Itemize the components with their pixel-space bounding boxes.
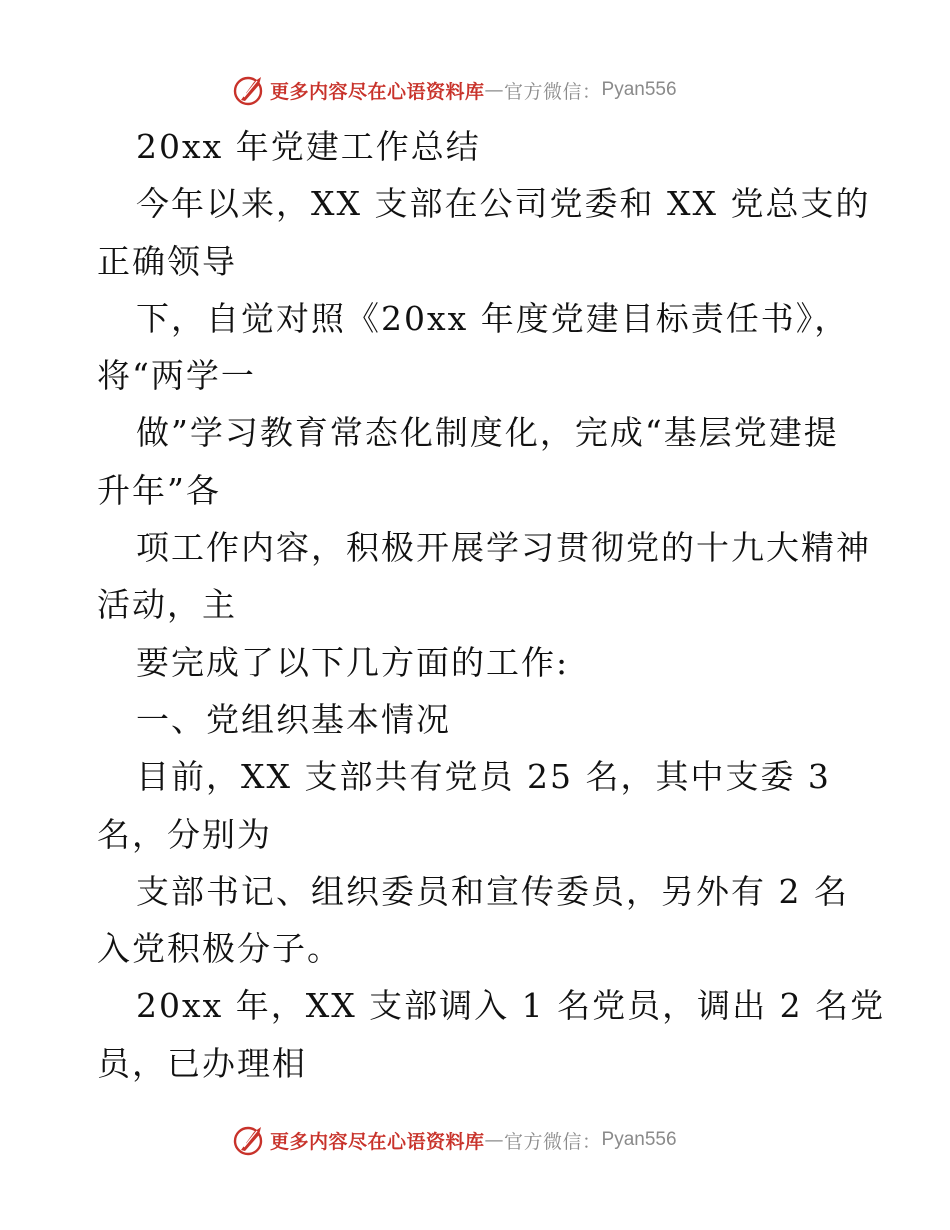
text-line: 将“两学一: [97, 356, 256, 396]
text-line: 20xx 年，XX 支部调入 1 名党员，调出 2 名党: [136, 986, 886, 1026]
watermark-wechat-id: Pyan556: [601, 79, 677, 100]
watermark-site-text: 更多内容尽在心语资料库: [270, 1130, 485, 1153]
text-line: 名，分别为: [97, 814, 272, 854]
text-line: 做”学习教育常态化制度化，完成“基层党建提: [136, 413, 839, 453]
text-line: 今年以来，XX 支部在公司党委和 XX 党总支的: [136, 184, 871, 224]
text-line: 要完成了以下几方面的工作:: [136, 642, 570, 682]
text-line: 正确领导: [97, 241, 237, 281]
watermark-dash: —: [484, 79, 505, 101]
text-line: 一、党组织基本情况: [136, 699, 451, 739]
watermark-wechat-label: 官方微信：: [504, 1130, 602, 1153]
text-line: 升年”各: [97, 470, 221, 510]
text-line: 项工作内容，积极开展学习贯彻党的十九大精神: [136, 528, 871, 568]
text-line: 员，已办理相: [97, 1043, 307, 1083]
watermark-site-text: 更多内容尽在心语资料库: [270, 80, 485, 103]
text-line: 入党积极分子。: [97, 929, 342, 969]
document-body: [97, 118, 897, 1092]
watermark-wechat-id: Pyan556: [601, 1129, 677, 1150]
text-line: 活动，主: [97, 585, 237, 625]
quill-logo-icon: [232, 73, 266, 107]
text-line: 下，自觉对照《20xx 年度党建目标责任书》，: [136, 298, 850, 338]
text-line: 支部书记、组织委员和宣传委员，另外有 2 名: [136, 871, 849, 911]
quill-logo-icon: [232, 1123, 266, 1157]
text-line: 20xx 年党建工作总结: [136, 127, 481, 166]
header-watermark: [232, 70, 677, 110]
footer-watermark: [232, 1120, 677, 1160]
text-line: 目前，XX 支部共有党员 25 名，其中支委 3: [136, 757, 831, 797]
watermark-dash: —: [484, 1129, 505, 1151]
watermark-wechat-label: 官方微信：: [504, 80, 602, 103]
